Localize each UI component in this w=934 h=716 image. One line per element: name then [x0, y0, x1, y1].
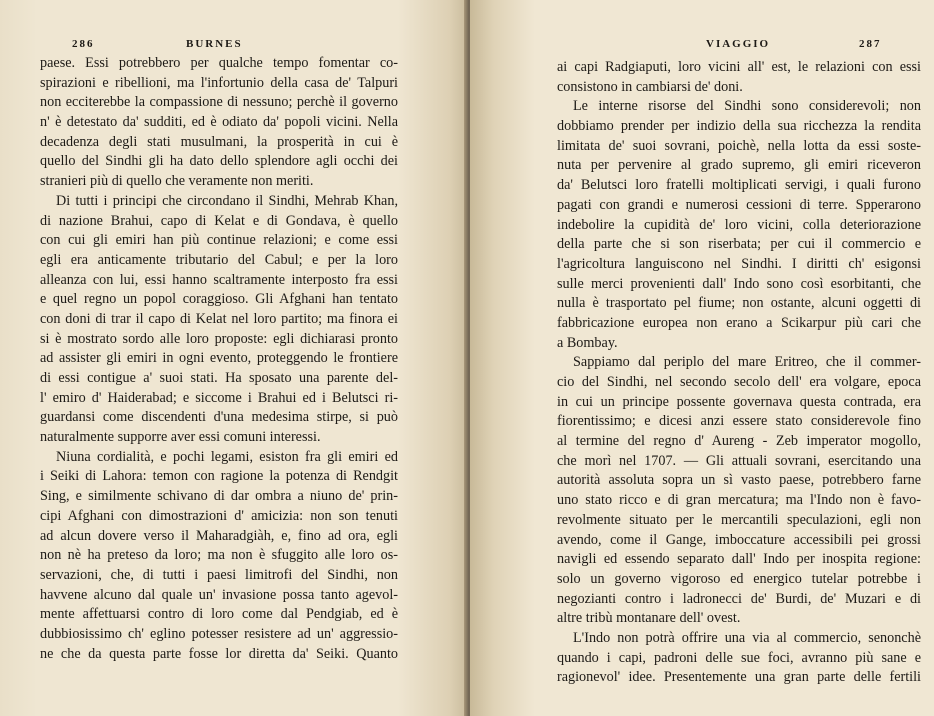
text-line: alleanza con lui, essi hanno scaltramente interposto fra essi	[40, 271, 398, 288]
text-line: negozianti contro i ladronecci de' Burdi, de' Muzari e di	[557, 590, 921, 607]
text-line: ragionevol' idee. Presentemente una gran parte delle fertili	[557, 669, 921, 686]
text-line: di essi contigue a' suoi stati. Ha sposato una parente del-	[40, 370, 398, 386]
text-line: n' è detestato da' sudditi, ed è odiato da' popoli vicini. Nella	[40, 114, 398, 131]
text-line: si è mostrato sordo alle loro proposte: egli dichiarasi pronto	[40, 330, 398, 347]
text-line: ai capi Radgiaputi, loro vicini all' est, le relazioni con essi	[557, 59, 921, 75]
text-line: L'Indo non potrà offrire una via al commercio, senonchè	[573, 629, 921, 646]
text-line: consistono in cambiarsi de' doni.	[557, 78, 743, 95]
text-line: l'agricoltura languiscono nel Sindhi. I diritti ch' esigonsi	[557, 255, 921, 272]
text-line: di nazione Brahui, capo di Kelat e di Gondava, è quello	[40, 212, 398, 229]
text-line: Sappiamo dal periplo del mare Eritreo, che il commer-	[573, 354, 921, 371]
text-line: guardansi come discendenti d'una medesima stirpe, si può	[40, 409, 398, 426]
left-page-text	[40, 54, 398, 664]
text-line: Sing, e similmente schivano di dar ombra a niuno de' prin-	[40, 488, 398, 505]
text-line: Niuna cordialità, e pochi legami, esiston fra gli emiri ed	[56, 448, 398, 465]
text-line: servazioni, che, di tutti i paesi limitrofi del Sindhi, non	[40, 566, 398, 583]
text-line: cipi Afghani con dimostrazioni d' amicizia: non son tenuti	[40, 507, 398, 524]
text-line: revolmente situato per le mercantili speculazioni, egli non	[557, 511, 921, 528]
text-line: al termine del regno d' Aureng - Zeb imperator mogollo,	[557, 433, 921, 450]
text-line: ad alcun dovere verso il Maharadgiàh, e, fino ad ora, egli	[40, 527, 398, 544]
text-line: che morì nel 1707. — Gli attuali sovrani, esercitando una	[557, 452, 921, 469]
text-line: nulla è trasportato pel fiume; non ostante, alcuni oggetti di	[557, 295, 921, 312]
text-line: havvene alcuno dal quale un' invasione possa tanto agevol-	[40, 586, 398, 603]
text-line: egli era anticamente tributario del Cabul; e per la loro	[40, 251, 398, 268]
text-line: Le interne risorse del Sindhi sono considerevoli; non	[573, 98, 921, 115]
text-line: da' Belutsci loro fratelli moltiplicati servigi, i quali furono	[557, 177, 921, 194]
text-line: mente affettuarsi contro di loro come dal Pendgiab, ed è	[40, 606, 398, 623]
left-page-number: 286	[72, 38, 95, 50]
right-page-text	[557, 58, 921, 688]
text-line: l' emiro d' Haiderabad; e siccome i Brahui ed i Belutsci ri-	[40, 389, 398, 406]
text-line: Di tutti i principi che circondano il Sindhi, Mehrab Khan,	[56, 192, 398, 209]
text-line: a Bombay.	[557, 334, 618, 351]
text-line: e quel regno un popol coraggioso. Gli Afghani han tentato	[40, 291, 398, 308]
text-line: indebolire la cupidità de' loro vicini, colla deteriorazione	[557, 216, 921, 233]
text-line: ad assister gli emiri in ogni evento, proteggendo le frontiere	[40, 350, 398, 367]
right-running-head: VIAGGIO	[706, 38, 771, 50]
text-line: pagati con grandi e numerosi cessioni di terre. Spperarono	[557, 196, 921, 213]
text-line: altre tribù montanare dell' ovest.	[557, 610, 741, 627]
text-line: solo un governo vigoroso ed energico tutelar potrebbe i	[557, 570, 921, 587]
left-running-head: BURNES	[186, 38, 243, 50]
text-line: sulle merci provenienti dall' Indo sono così esorbitanti, che	[557, 275, 921, 292]
text-line: cio del Sindhi, nel secondo secolo dell' era volgare, epoca	[557, 374, 921, 390]
text-line: quando i capi, padroni delle sue foci, avranno più sane e	[557, 649, 921, 666]
text-line: della parte che si son riserbata; per cui il commercio e	[557, 236, 921, 253]
text-line: fiorentissimo; e dicesi anzi essere stato considerevole fino	[557, 413, 921, 430]
text-line: con cui gli emiri han più continue relazioni; e come essi	[40, 232, 398, 249]
text-line: nuta per pervenire al grado supremo, gli emiri riceveron	[557, 157, 921, 174]
text-line: fabbricazione europea non erano a Scikarpur più cari che	[557, 314, 921, 331]
text-line: non ecciterebbe la compassione di nessuno; perchè il governo	[40, 94, 398, 111]
text-line: con doni di trar il capo di Kelat nel loro partito; ma finora ei	[40, 310, 398, 327]
right-page-number: 287	[859, 38, 882, 50]
text-line: dobbiamo prender per indizio della sua ricchezza la rendita	[557, 118, 921, 135]
text-line: quello del Sindhi gli ha dato dello splendore agli occhi dei	[40, 153, 398, 170]
text-line: uno stato ricco e di gran mercatura; ma l'Indo non è favo-	[557, 492, 921, 509]
text-line: naturalmente supporre aver essi comuni interessi.	[40, 429, 321, 446]
text-line: limitata de' suoi sovrani, poichè, nella lotta da essi soste-	[557, 137, 921, 154]
text-line: i Seiki di Lahora: temon con ragione la potenza di Rendgit	[40, 468, 398, 485]
text-line: ne che da questa parte fosse lor diretta da' Seiki. Quanto	[40, 645, 398, 662]
text-line: stranieri più di quello che veramente non meriti.	[40, 173, 314, 190]
text-line: spirazioni e ribellioni, ma l'infortunio della casa de' Talpuri	[40, 74, 398, 91]
text-line: navigli ed essendo separato dall' Indo per inospita regione:	[557, 551, 921, 568]
text-line: decadenza degli stati musulmani, la prosperità in cui è	[40, 133, 398, 150]
text-line: in cui un principe possente governava questa contrada, era	[557, 393, 921, 410]
text-line: paese. Essi potrebbero per qualche tempo fomentar co-	[40, 55, 398, 71]
text-line: autorità assoluta sopra un sì vasto paese, potrebbero farne	[557, 472, 921, 489]
text-line: avendo, come il Gange, imboccature accessibili pei grossi	[557, 531, 921, 548]
text-line: dubbiosissimo ch' eglino potesser resistere ad un' aggressio-	[40, 625, 398, 642]
text-line: non nè ha preteso da loro; ma non è sfuggito alle loro os-	[40, 547, 398, 564]
